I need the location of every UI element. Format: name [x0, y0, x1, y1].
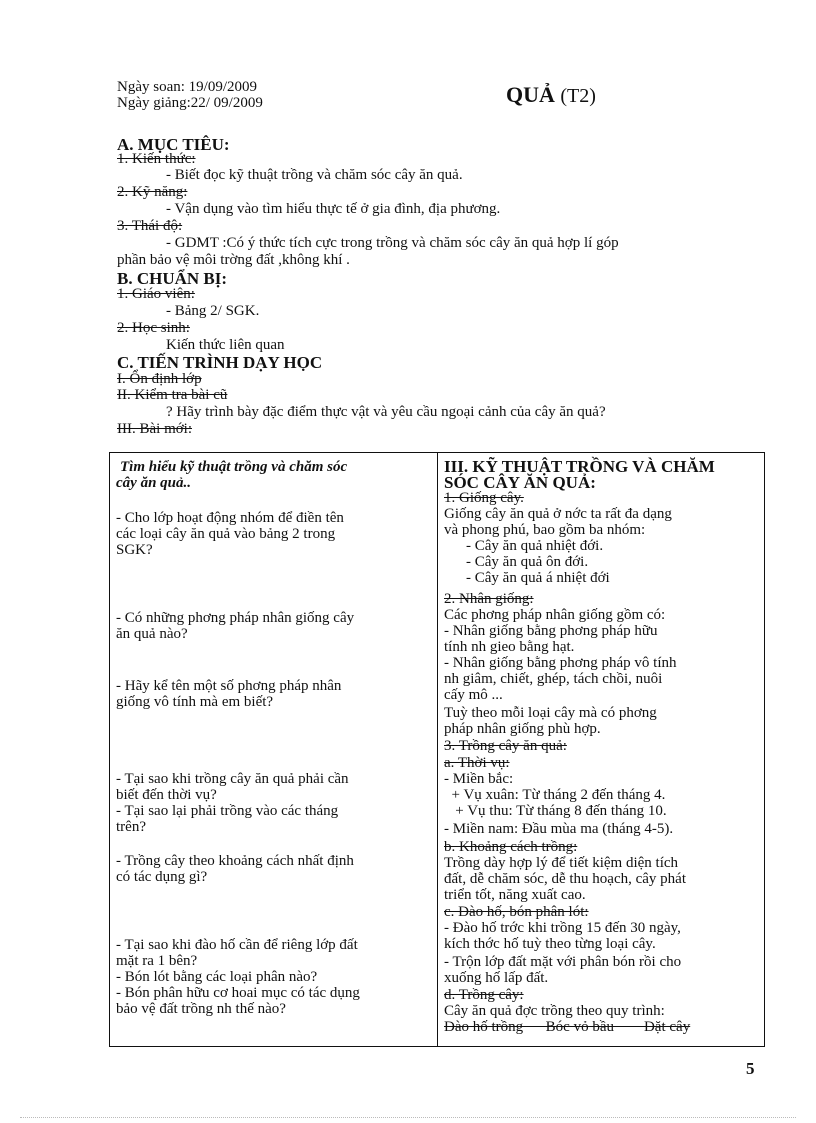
left-heading-2: cây ăn quả..: [116, 475, 191, 491]
question-2-line-2: ăn quả nào?: [116, 626, 188, 642]
thai-do-text-1: - GDMT :Có ý thức tích cực trong trồng và chăm sóc cây ăn quả hợp lí góp: [166, 235, 619, 251]
thai-do-label: 3. Thái độ:: [117, 218, 183, 234]
dao-ho-text-2: kích thớc hố tuỳ theo từng loại cây.: [444, 936, 656, 952]
title-main: QUẢ: [506, 82, 555, 107]
hoc-sinh-label: 2. Học sinh:: [117, 320, 190, 336]
giong-cay-text-2: và phong phú, bao gồm ba nhóm:: [444, 522, 646, 538]
question-6-line-1: - Trồng cây theo khoảng cách nhất định: [116, 853, 354, 869]
khoang-cach-text-3: triển tốt, năng xuất cao.: [444, 887, 586, 903]
page-bottom-rule: [20, 1117, 796, 1118]
trong-cay-label: 3. Trồng cây ăn quả:: [444, 738, 567, 754]
right-heading-1: III. KỸ THUẬT TRỒNG VÀ CHĂM: [444, 457, 715, 476]
thoi-vu-text-3: + Vụ thu: Từ tháng 8 đến tháng 10.: [444, 803, 667, 819]
nhan-giong-text-5: nh giâm, chiết, ghép, tách chồi, nuôi: [444, 671, 663, 687]
question-3-line-1: - Hãy kể tên một số phơng pháp nhân: [116, 678, 342, 694]
ky-nang-text: - Vận dụng vào tìm hiểu thực tế ở gia đình, địa phương.: [166, 201, 501, 217]
kien-thuc-label: 1. Kiến thức:: [117, 151, 196, 167]
giong-cay-list-3: - Cây ăn quả á nhiệt đới: [466, 570, 610, 586]
kiem-tra-question: ? Hãy trình bày đặc điểm thực vật và yêu cầu ngoại cảnh của cây ăn quả?: [166, 404, 606, 420]
trong-cay-step-text-2: Đào hố trồng Bóc vỏ bầu Đặt cây: [444, 1019, 691, 1035]
question-9-line-1: - Bón phân hữu cơ hoai mục có tác dụng: [116, 985, 360, 1001]
thoi-vu-text-4: - Miền nam: Đầu mùa ma (tháng 4-5).: [444, 821, 674, 837]
khoang-cach-text-1: Trồng dày hợp lý để tiết kiệm diện tích: [444, 855, 679, 871]
nhan-giong-text-2: - Nhân giống bằng phơng pháp hữu: [444, 623, 658, 639]
left-heading-1: Tìm hiểu kỹ thuật trồng và chăm sóc: [120, 459, 348, 475]
khoang-cach-label: b. Khoảng cách trồng:: [444, 839, 578, 855]
trong-cay-step-text-1: Cây ăn quả đợc trồng theo quy trình:: [444, 1003, 665, 1019]
page-title: [506, 82, 596, 108]
nhan-giong-label: 2. Nhân giống:: [444, 591, 534, 607]
hoc-sinh-text: Kiến thức liên quan: [166, 337, 285, 353]
lesson-table: [109, 452, 765, 1047]
thoi-vu-text-2: + Vụ xuân: Từ tháng 2 đến tháng 4.: [444, 787, 666, 803]
ngay-giang: Ngày giảng:22/ 09/2009: [117, 95, 263, 111]
giong-cay-list-2: - Cây ăn quả ôn đới.: [466, 554, 589, 570]
teacher-activity-column: [110, 453, 438, 1047]
question-1-line-3: SGK?: [116, 542, 153, 558]
section-c-heading: C. TIẾN TRÌNH DẠY HỌC: [117, 353, 323, 372]
question-4-line-1: - Tại sao khi trồng cây ăn quả phải cần: [116, 771, 349, 787]
nhan-giong-text-1: Các phơng pháp nhân giống gồm có:: [444, 607, 666, 623]
nhan-giong-text-4: - Nhân giống bằng phơng pháp vô tính: [444, 655, 677, 671]
page-number: 5: [746, 1059, 755, 1078]
giong-cay-label: 1. Giống cây.: [444, 490, 524, 506]
nhan-giong-text-7: Tuỳ theo mỗi loại cây mà có phơng: [444, 705, 657, 721]
dao-ho-text-3: - Trộn lớp đất mặt với phân bón rồi cho: [444, 954, 682, 970]
dao-ho-text-1: - Đào hố trớc khi trồng 15 đến 30 ngày,: [444, 920, 681, 936]
thoi-vu-text-1: - Miền bắc:: [444, 771, 514, 787]
question-1-line-2: các loại cây ăn quả vào bảng 2 trong: [116, 526, 336, 542]
question-6-line-2: có tác dụng gì?: [116, 869, 208, 885]
question-8: - Bón lót bằng các loại phân nào?: [116, 969, 318, 985]
giong-cay-list-1: - Cây ăn quả nhiệt đới.: [466, 538, 604, 554]
question-7-line-2: mặt ra 1 bên?: [116, 953, 198, 969]
khoang-cach-text-2: đất, dễ chăm sóc, dễ thu hoạch, cây phát: [444, 871, 686, 887]
right-heading-2: SÓC CÂY ĂN QUẢ:: [444, 473, 596, 492]
kien-thuc-text: - Biết đọc kỹ thuật trồng và chăm sóc cây ăn quả.: [166, 167, 463, 183]
giao-vien-text: - Bảng 2/ SGK.: [166, 303, 260, 319]
nhan-giong-text-6: cấy mô ...: [444, 687, 503, 703]
question-2-line-1: - Có những phơng pháp nhân giống cây: [116, 610, 355, 626]
question-5-line-1: - Tại sao lại phải trồng vào các tháng: [116, 803, 339, 819]
bai-moi: III. Bài mới:: [117, 421, 192, 437]
nhan-giong-text-3: tính nh gieo bằng hạt.: [444, 639, 575, 655]
nhan-giong-text-8: pháp nhân giống phù hợp.: [444, 721, 601, 737]
question-5-line-2: trên?: [116, 819, 146, 835]
dao-ho-text-4: xuống hố lấp đất.: [444, 970, 549, 986]
title-suffix: (T2): [560, 85, 596, 107]
ngay-soan: Ngày soan: 19/09/2009: [117, 79, 257, 95]
giao-vien-label: 1. Giáo viên:: [117, 286, 195, 302]
question-9-line-2: bảo vệ đất trồng nh thế nào?: [116, 1001, 286, 1017]
giong-cay-text-1: Giống cây ăn quả ở nớc ta rất đa dạng: [444, 506, 672, 522]
thoi-vu-label: a. Thời vụ:: [444, 755, 510, 771]
content-column: [438, 453, 765, 1047]
section-b-heading: B. CHUẨN BỊ:: [117, 269, 228, 288]
question-3-line-2: giống vô tính mà em biết?: [116, 694, 274, 710]
question-1-line-1: - Cho lớp hoạt động nhóm để điền tên: [116, 510, 344, 526]
ky-nang-label: 2. Kỹ năng:: [117, 184, 188, 200]
question-7-line-1: - Tại sao khi đào hố cần để riêng lớp đất: [116, 937, 358, 953]
kiem-tra-bai-cu: II. Kiểm tra bài cũ: [117, 387, 228, 403]
section-a-heading: A. MỤC TIÊU:: [117, 135, 230, 154]
dao-ho-label: c. Đào hố, bón phân lót:: [444, 904, 589, 920]
trong-cay-step-label: d. Trồng cây:: [444, 987, 524, 1003]
on-dinh-lop: I. Ổn định lớp: [117, 371, 202, 387]
question-4-line-2: biết đến thời vụ?: [116, 787, 217, 803]
thai-do-text-2: phần bảo vệ môi trờng đất ,không khí .: [117, 252, 350, 268]
